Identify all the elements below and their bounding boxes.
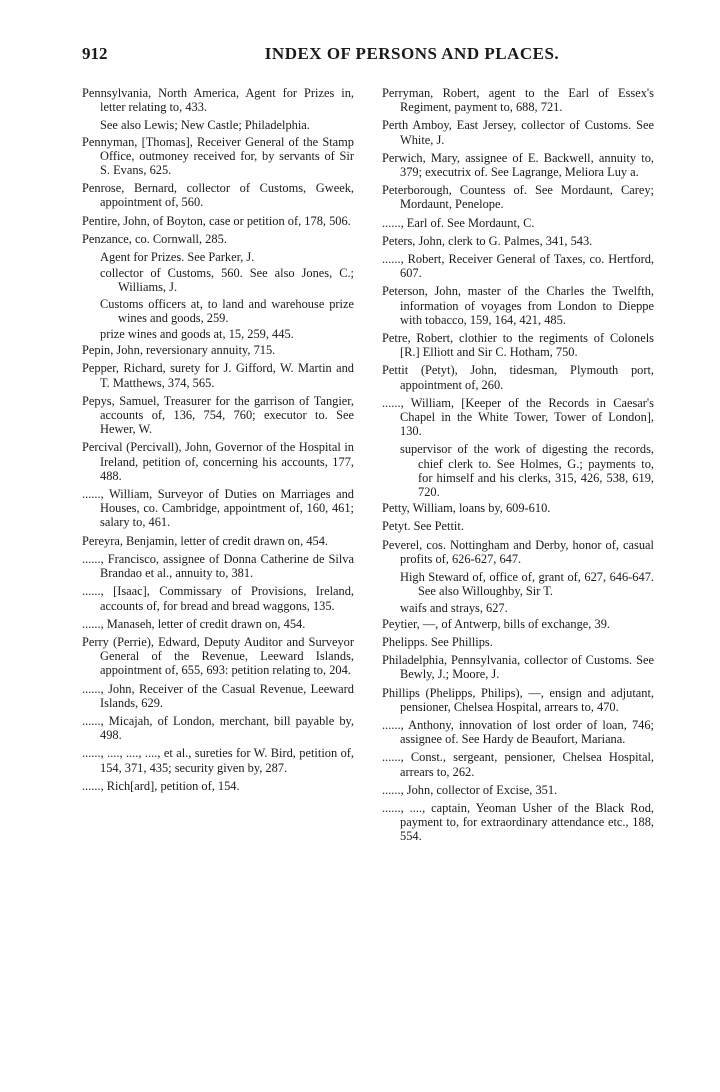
index-entry: ......, Const., sergeant, pensioner, Chelsea Hospital, arrears to, 262. (382, 750, 654, 779)
index-entry: Petre, Robert, clothier to the regiments of Colonels [R.] Elliott and Sir C. Hotham, 750. (382, 331, 654, 360)
index-entry: Petyt. See Pettit. (382, 519, 464, 534)
index-entry: Peytier, —, of Antwerp, bills of exchange, 39. (382, 616, 610, 631)
index-entry: Phelipps. See Phillips. (382, 634, 493, 649)
index-entry: ......, Francisco, assignee of Donna Catherine de Silva Brandao et al., annuity to, 381. (82, 551, 354, 581)
index-entry: Peterson, John, master of the Charles the Twelfth, information of voyages from London to Dieppe with tobacco, 159, 164, 421, 485. (382, 284, 654, 327)
index-entry: ......, Anthony, innovation of lost order of loan, 746; assignee of. See Hardy de Beaufort, Mariana. (382, 717, 654, 747)
index-entry: ......, William, [Keeper of the Records in Caesar's Chapel in the White Tower, Tower of London], 130. (382, 395, 654, 439)
index-entry: ......, John, collector of Excise, 351. (382, 782, 558, 797)
index-entry: Philadelphia, Pennsylvania, collector of Customs. See Bewly, J.; Moore, J. (382, 653, 654, 682)
index-entry: Petty, William, loans by, 609-610. (382, 501, 551, 516)
index-entry: Perryman, Robert, agent to the Earl of Essex's Regiment, payment to, 688, 721. (382, 86, 654, 115)
left-column (82, 86, 354, 797)
index-subentry: waifs and strays, 627. (400, 600, 508, 615)
index-subentry: supervisor of the work of digesting the records, chief clerk to. See Holmes, G.; payments to, for himself and his clerks, 315, 426, 538, 619, 720. (400, 442, 654, 500)
index-entry: ......, ...., captain, Yeoman Usher of the Black Rod, payment to, for extraordinary attendance etc., 188, 554. (382, 800, 654, 844)
index-entry: Pereyra, Benjamin, letter of credit drawn on, 454. (82, 533, 329, 548)
index-entry: ......, Earl of. See Mordaunt, C. (382, 215, 535, 230)
index-entry: Penzance, co. Cornwall, 285. (82, 231, 227, 246)
index-entry: Perth Amboy, East Jersey, collector of Customs. See White, J. (382, 118, 654, 147)
index-entry: ......, ...., ...., ...., et al., sureties for W. Bird, petition of, 154, 371, 435; security given by, 287. (82, 746, 354, 775)
index-entry: Perry (Perrie), Edward, Deputy Auditor and Surveyor General of the Revenue, Leeward Islands, appointment of, 655, 693: petition relating to, 204. (82, 634, 354, 678)
index-entry: Percival (Percivall), John, Governor of the Hospital in Ireland, petition of, concerning his accounts, 177, 488. (82, 440, 354, 483)
page-number: 912 (82, 44, 108, 63)
page-header (82, 44, 642, 74)
index-entry: ......, William, Surveyor of Duties on Marriages and Houses, co. Cambridge, appointment of, 160, 461; salary to, 461. (82, 487, 354, 530)
index-entry: ......, Rich[ard], petition of, 154. (82, 778, 240, 793)
index-subentry: See also Lewis; New Castle; Philadelphia. (100, 118, 310, 133)
index-entry: Peters, John, clerk to G. Palmes, 341, 543. (382, 233, 593, 248)
index-entry: Peterborough, Countess of. See Mordaunt, Carey; Mordaunt, Penelope. (382, 183, 654, 212)
index-entry: ......, Micajah, of London, merchant, bill payable by, 498. (82, 713, 354, 743)
index-subentry: High Steward of, office of, grant of, 627, 646-647. See also Willoughby, Sir T. (400, 570, 654, 599)
index-entry: Pennsylvania, North America, Agent for Prizes in, letter relating to, 433. (82, 86, 354, 115)
index-entry: Peverel, cos. Nottingham and Derby, honor of, casual profits of, 626-627, 647. (382, 537, 654, 566)
index-subentry: Customs officers at, to land and warehouse prize wines and goods, 259. (100, 296, 354, 325)
running-title: INDEX OF PERSONS AND PLACES. (264, 44, 560, 63)
index-entry: Pepys, Samuel, Treasurer for the garrison of Tangier, accounts of, 136, 754, 760; executor to. See Hewer, W. (82, 393, 354, 437)
index-entry: ......, John, Receiver of the Casual Revenue, Leeward Islands, 629. (82, 681, 354, 710)
index-entry: ......, Robert, Receiver General of Taxes, co. Hertford, 607. (382, 252, 654, 281)
index-entry: Penrose, Bernard, collector of Customs, Gweek, appointment of, 560. (82, 181, 354, 210)
index-subentry: Agent for Prizes. See Parker, J. (100, 250, 255, 265)
index-entry: Perwich, Mary, assignee of E. Backwell, annuity to, 379; executrix of. See Lagrange, Meliora Luy a. (382, 150, 654, 180)
index-entry: Pettit (Petyt), John, tidesman, Plymouth port, appointment of, 260. (382, 363, 654, 392)
index-entry: ......, Manaseh, letter of credit drawn on, 454. (82, 616, 306, 631)
index-subentry: prize wines and goods at, 15, 259, 445. (100, 327, 294, 342)
index-entry: Phillips (Phelipps, Philips), —, ensign and adjutant, pensioner, Chelsea Hospital, arrears to, 470. (382, 685, 654, 714)
index-entry: Pennyman, [Thomas], Receiver General of the Stamp Office, outmoney received for, by servants of Sir S. Evans, 625. (82, 134, 354, 178)
index-entry: Pepin, John, reversionary annuity, 715. (82, 343, 276, 358)
index-entry: Pepper, Richard, surety for J. Gifford, W. Martin and T. Matthews, 374, 565. (82, 361, 354, 390)
index-subentry: collector of Customs, 560. See also Jones, C.; Williams, J. (100, 266, 354, 295)
index-entry: ......, [Isaac], Commissary of Provisions, Ireland, accounts of, for bread and bread waggons, 135. (82, 584, 354, 613)
index-entry: Pentire, John, of Boyton, case or petition of, 178, 506. (82, 213, 351, 228)
right-column (382, 86, 654, 848)
